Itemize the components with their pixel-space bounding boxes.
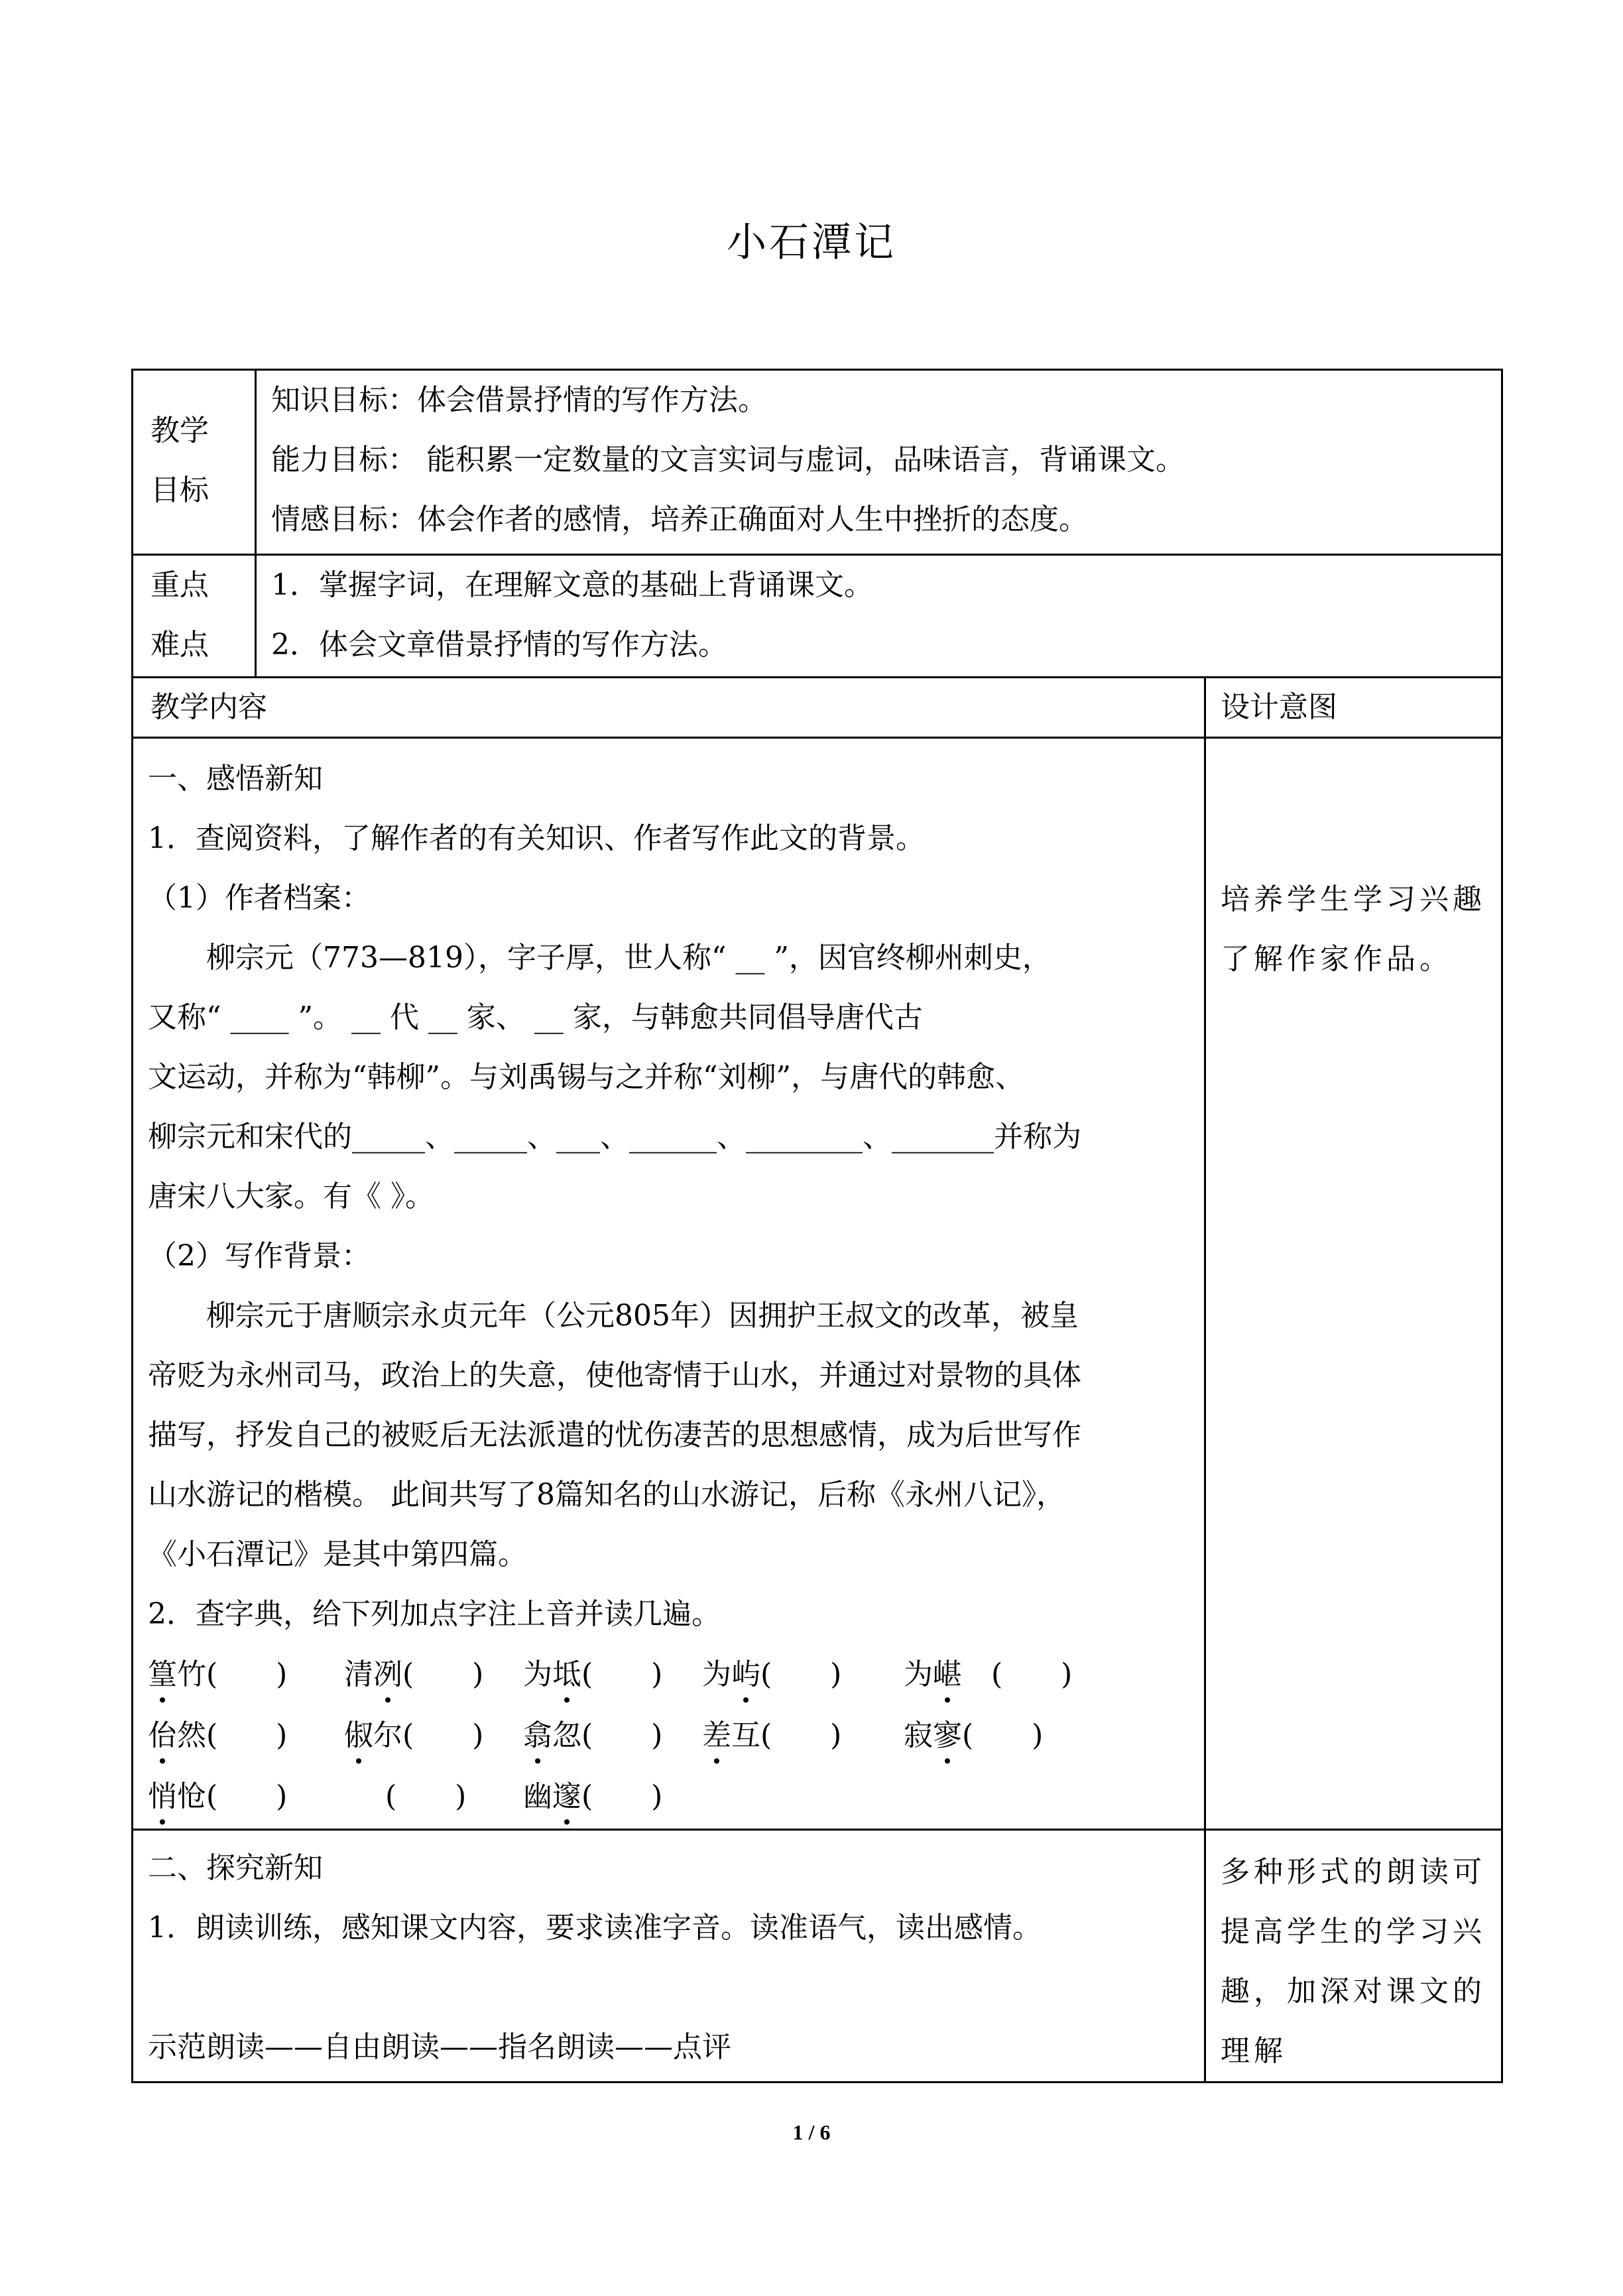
section1-design xyxy=(1205,738,1502,1830)
pronunciation-prefix: 为 xyxy=(904,1658,933,1691)
goals-label-1: 教学 xyxy=(150,414,209,448)
goals-row xyxy=(133,370,1502,555)
pronunciation-exercise xyxy=(148,1644,1192,1827)
pronunciation-prefix: 清 xyxy=(344,1658,373,1691)
author-profile-heading: （1）作者档案： xyxy=(148,881,371,915)
goals-label-cell xyxy=(133,370,256,555)
pronunciation-blank: ( ) xyxy=(402,1658,484,1691)
key-point-1: 1．掌握字词，在理解文意的基础上背诵课文。 xyxy=(271,568,873,602)
goals-label-2: 目标 xyxy=(150,473,209,507)
spacer xyxy=(148,1958,1192,2018)
page-title: 小石潭记 xyxy=(727,219,896,266)
pronunciation-blank: 尔( ) xyxy=(373,1719,484,1752)
section2-design: 多种形式的朗读可提高学生的学习兴趣，加深对课文的理解 xyxy=(1205,1830,1502,2083)
pronunciation-blank: 忽( ) xyxy=(552,1719,663,1752)
goal-knowledge: 知识目标：体会借景抒情的写作方法。 xyxy=(271,383,767,417)
dotted-character: 悄 xyxy=(148,1766,177,1827)
section1-heading: 一、感悟新知 xyxy=(148,762,323,796)
pronunciation-item xyxy=(904,1644,1072,1705)
pronunciation-blank: ( ) xyxy=(581,1658,663,1691)
dotted-character: 寥 xyxy=(933,1705,962,1766)
dotted-character: 冽 xyxy=(373,1644,402,1705)
pronunciation-item xyxy=(702,1644,841,1705)
dotted-character: 邃 xyxy=(552,1766,581,1827)
pronunciation-item xyxy=(148,1705,287,1766)
dotted-character: 嵁 xyxy=(933,1644,962,1705)
section1-design-text: 培养学生学习兴趣了解作家作品。 xyxy=(1221,882,1486,976)
section2-content xyxy=(133,1830,1205,2083)
pronunciation-item xyxy=(148,1644,287,1705)
header-design: 设计意图 xyxy=(1205,678,1502,738)
background-line-3: 描写，抒发自己的被贬后无法派遣的忧伤凄苦的思想感情，成为后世写作 xyxy=(148,1418,1081,1452)
author-line-2: 又称“ ____ ”。 __ 代 __ 家、 __ 家，与韩愈共同倡导唐代古 xyxy=(148,1000,923,1034)
reading-flow: 示范朗读——自由朗读——指名朗读——点评 xyxy=(148,2030,731,2064)
pronunciation-blank: ( ) xyxy=(385,1780,467,1813)
section2-row xyxy=(133,1830,1502,2083)
pronunciation-item xyxy=(904,1705,1043,1766)
section1-item1: 1．查阅资料，了解作者的有关知识、作者写作此文的背景。 xyxy=(148,821,925,855)
pronunciation-blank: ( ) xyxy=(581,1780,663,1813)
author-line-4: 柳宗元和宋代的_____、_____、___、______、________、_______并称为 xyxy=(148,1120,1081,1154)
section2-heading: 二、探究新知 xyxy=(148,1851,323,1885)
background-line-1: 柳宗元于唐顺宗永贞元年（公元805年）因拥护王叔文的改革，被皇 xyxy=(206,1299,1079,1333)
background-line-2: 帝贬为永州司马，政治上的失意，使他寄情于山水，并通过对景物的具体 xyxy=(148,1359,1081,1392)
dotted-character: 差 xyxy=(702,1705,731,1766)
pronunciation-row xyxy=(148,1644,1192,1705)
pronunciation-blank: 竹( ) xyxy=(177,1658,288,1691)
pronunciation-item xyxy=(344,1644,483,1705)
background-line-5: 《小石潭记》是其中第四篇。 xyxy=(148,1538,527,1571)
pronunciation-blank: ( ) xyxy=(962,1719,1044,1752)
goal-emotion: 情感目标：体会作者的感情，培养正确面对人生中挫折的态度。 xyxy=(271,503,1088,536)
pronunciation-blank: 互( ) xyxy=(731,1719,842,1752)
section2-item1: 1．朗读训练，感知课文内容，要求读准字音。读准语气，读出感情。 xyxy=(148,1911,1042,1945)
pronunciation-blank: ( ) xyxy=(760,1658,842,1691)
section1-item2: 2．查字典，给下列加点字注上音并读几遍。 xyxy=(148,1597,721,1631)
pronunciation-blank: 然( ) xyxy=(177,1719,288,1752)
pronunciation-row xyxy=(148,1705,1192,1766)
background-heading: （2）写作背景： xyxy=(148,1239,371,1273)
header-row xyxy=(133,678,1502,738)
pronunciation-item xyxy=(523,1705,662,1766)
dotted-character: 屿 xyxy=(731,1644,760,1705)
key-points-row xyxy=(133,555,1502,678)
pronunciation-blank: ( ) xyxy=(962,1658,1073,1691)
author-line-1: 柳宗元（773—819），字子厚，世人称“ __ ”，因官终柳州刺史， xyxy=(206,941,1052,975)
pronunciation-row xyxy=(148,1766,1192,1827)
dotted-character: 篁 xyxy=(148,1644,177,1705)
dotted-character: 坻 xyxy=(552,1644,581,1705)
pronunciation-prefix: 幽 xyxy=(523,1780,552,1813)
dotted-character: 俶 xyxy=(344,1705,373,1766)
dotted-character: 翕 xyxy=(523,1705,552,1766)
dotted-character: 佁 xyxy=(148,1705,177,1766)
pronunciation-prefix: 寂 xyxy=(904,1719,933,1752)
goals-content-cell xyxy=(256,370,1502,555)
goal-ability: 能力目标： 能积累一定数量的文言实词与虚词，品味语言，背诵课文。 xyxy=(271,443,1185,477)
pronunciation-item xyxy=(148,1766,287,1827)
section1-content xyxy=(133,738,1205,1830)
key-point-2: 2．体会文章借景抒情的写作方法。 xyxy=(271,628,727,662)
author-line-3: 文运动，并称为“韩柳”。与刘禹锡与之并称“刘柳”，与唐代的韩愈、 xyxy=(148,1060,1024,1094)
pronunciation-blank: 怆( ) xyxy=(177,1780,288,1813)
pronunciation-item xyxy=(702,1705,841,1766)
pronunciation-item xyxy=(523,1766,662,1827)
page-number: 1 / 6 xyxy=(792,2120,831,2144)
pronunciation-prefix: 为 xyxy=(523,1658,552,1691)
pronunciation-item xyxy=(523,1644,662,1705)
lesson-plan-table xyxy=(131,369,1503,2083)
author-line-5: 唐宋八大家。有《 》。 xyxy=(148,1179,434,1213)
pronunciation-item xyxy=(385,1766,466,1827)
pronunciation-prefix: 为 xyxy=(702,1658,731,1691)
key-points-label-2: 难点 xyxy=(150,628,209,662)
pronunciation-item xyxy=(344,1705,483,1766)
header-content: 教学内容 xyxy=(133,678,1205,738)
key-points-content-cell xyxy=(256,555,1502,678)
background-line-4: 山水游记的楷模。 此间共写了8篇知名的山水游记，后称《永州八记》， xyxy=(148,1478,1065,1512)
key-points-label-cell xyxy=(133,555,256,678)
section1-row xyxy=(133,738,1502,1830)
key-points-label-1: 重点 xyxy=(150,568,209,602)
